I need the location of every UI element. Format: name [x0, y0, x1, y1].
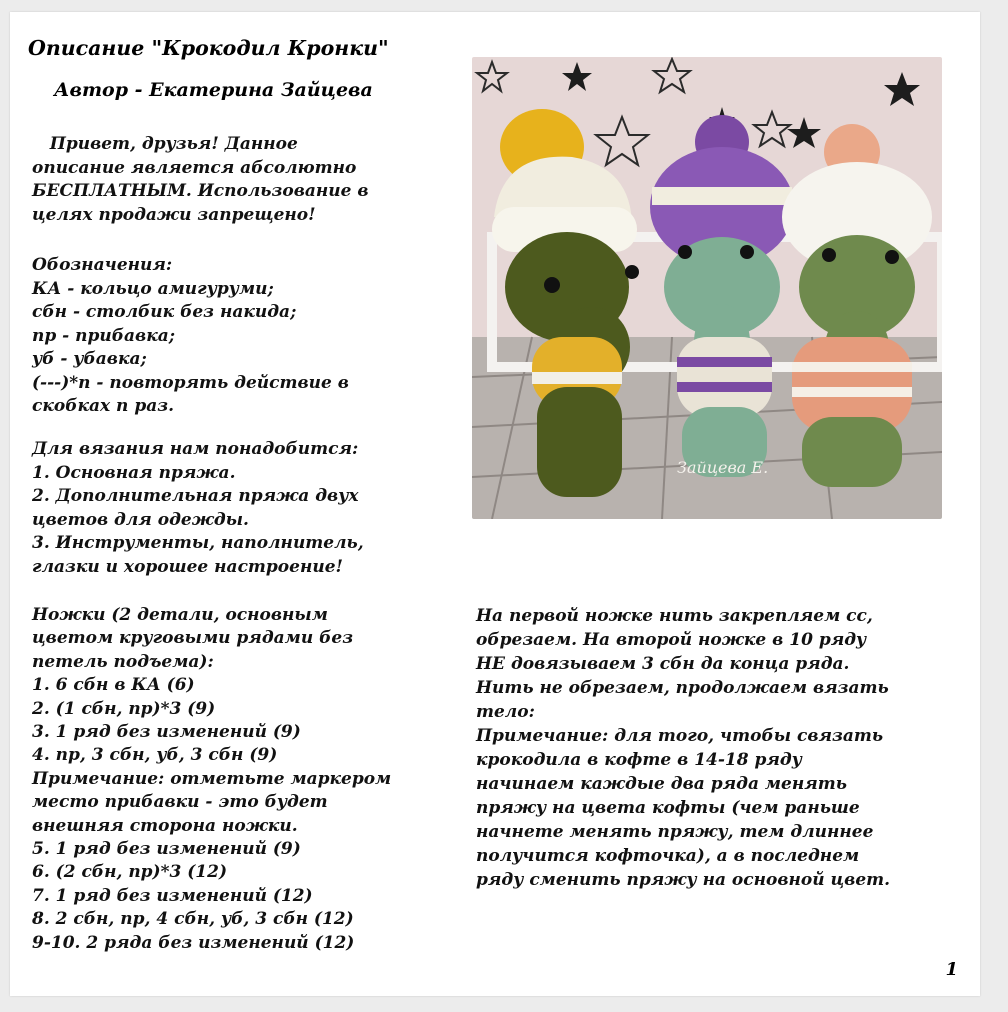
- document-title: Описание "Крокодил Кронки": [28, 36, 389, 60]
- intro-paragraph: Привет, друзья! Данное описание является абсолютно БЕСПЛАТНЫМ. Использование в целях продажи запрещено!: [32, 134, 369, 225]
- crocodile-photo: [472, 57, 942, 519]
- legend-section: Обозначения: КА - кольцо амигуруми; сбн - столбик без накида; пр - прибавка; уб - убавка; (---)*n - повторять действие в скобках n раз.: [32, 255, 349, 416]
- legs-instructions: Ножки (2 детали, основным цветом круговыми рядами без петель подъема): 1. 6 сбн в КА (6) 2. (1 сбн, пр)*3 (9) 3. 1 ряд без изменений (9) 4. пр, 3 сбн, уб, 3 сбн (9) Примечание: отметьте маркером место прибавки - это будет внешняя сторона ножки. 5. 1 ряд без изменений (9) 6. (2 сбн, пр)*3 (12) 7. 1 ряд без изменений (12) 8. 2 сбн, пр, 4 сбн, уб, 3 сбн (12) 9-10. 2 ряда без изменений (12): [32, 605, 392, 953]
- document-page: [10, 12, 980, 996]
- page-number: 1: [945, 959, 958, 980]
- document-author: Автор - Екатерина Зайцева: [54, 79, 373, 101]
- body-instructions: На первой ножке нить закрепляем сс, обрезаем. На второй ножке в 10 ряду НЕ довязываем 3 сбн да конца ряда. Нить не обрезаем, продолжаем вязать тело: Примечание: для того, чтобы связать крокодила в кофте в 14-18 ряду начинаем каждые два ряда менять пряжу на цвета кофты (чем раньше начнете менять пряжу, тем длиннее получится кофточка), а в последнем ряду сменить пряжу на основной цвет.: [476, 606, 891, 890]
- materials-section: Для вязания нам понадобится: 1. Основная пряжа. 2. Дополнительная пряжа двух цветов для одежды. 3. Инструменты, наполнитель, глазки и хорошее настроение!: [32, 439, 364, 577]
- photo-watermark: Зайцева Е.: [677, 458, 769, 477]
